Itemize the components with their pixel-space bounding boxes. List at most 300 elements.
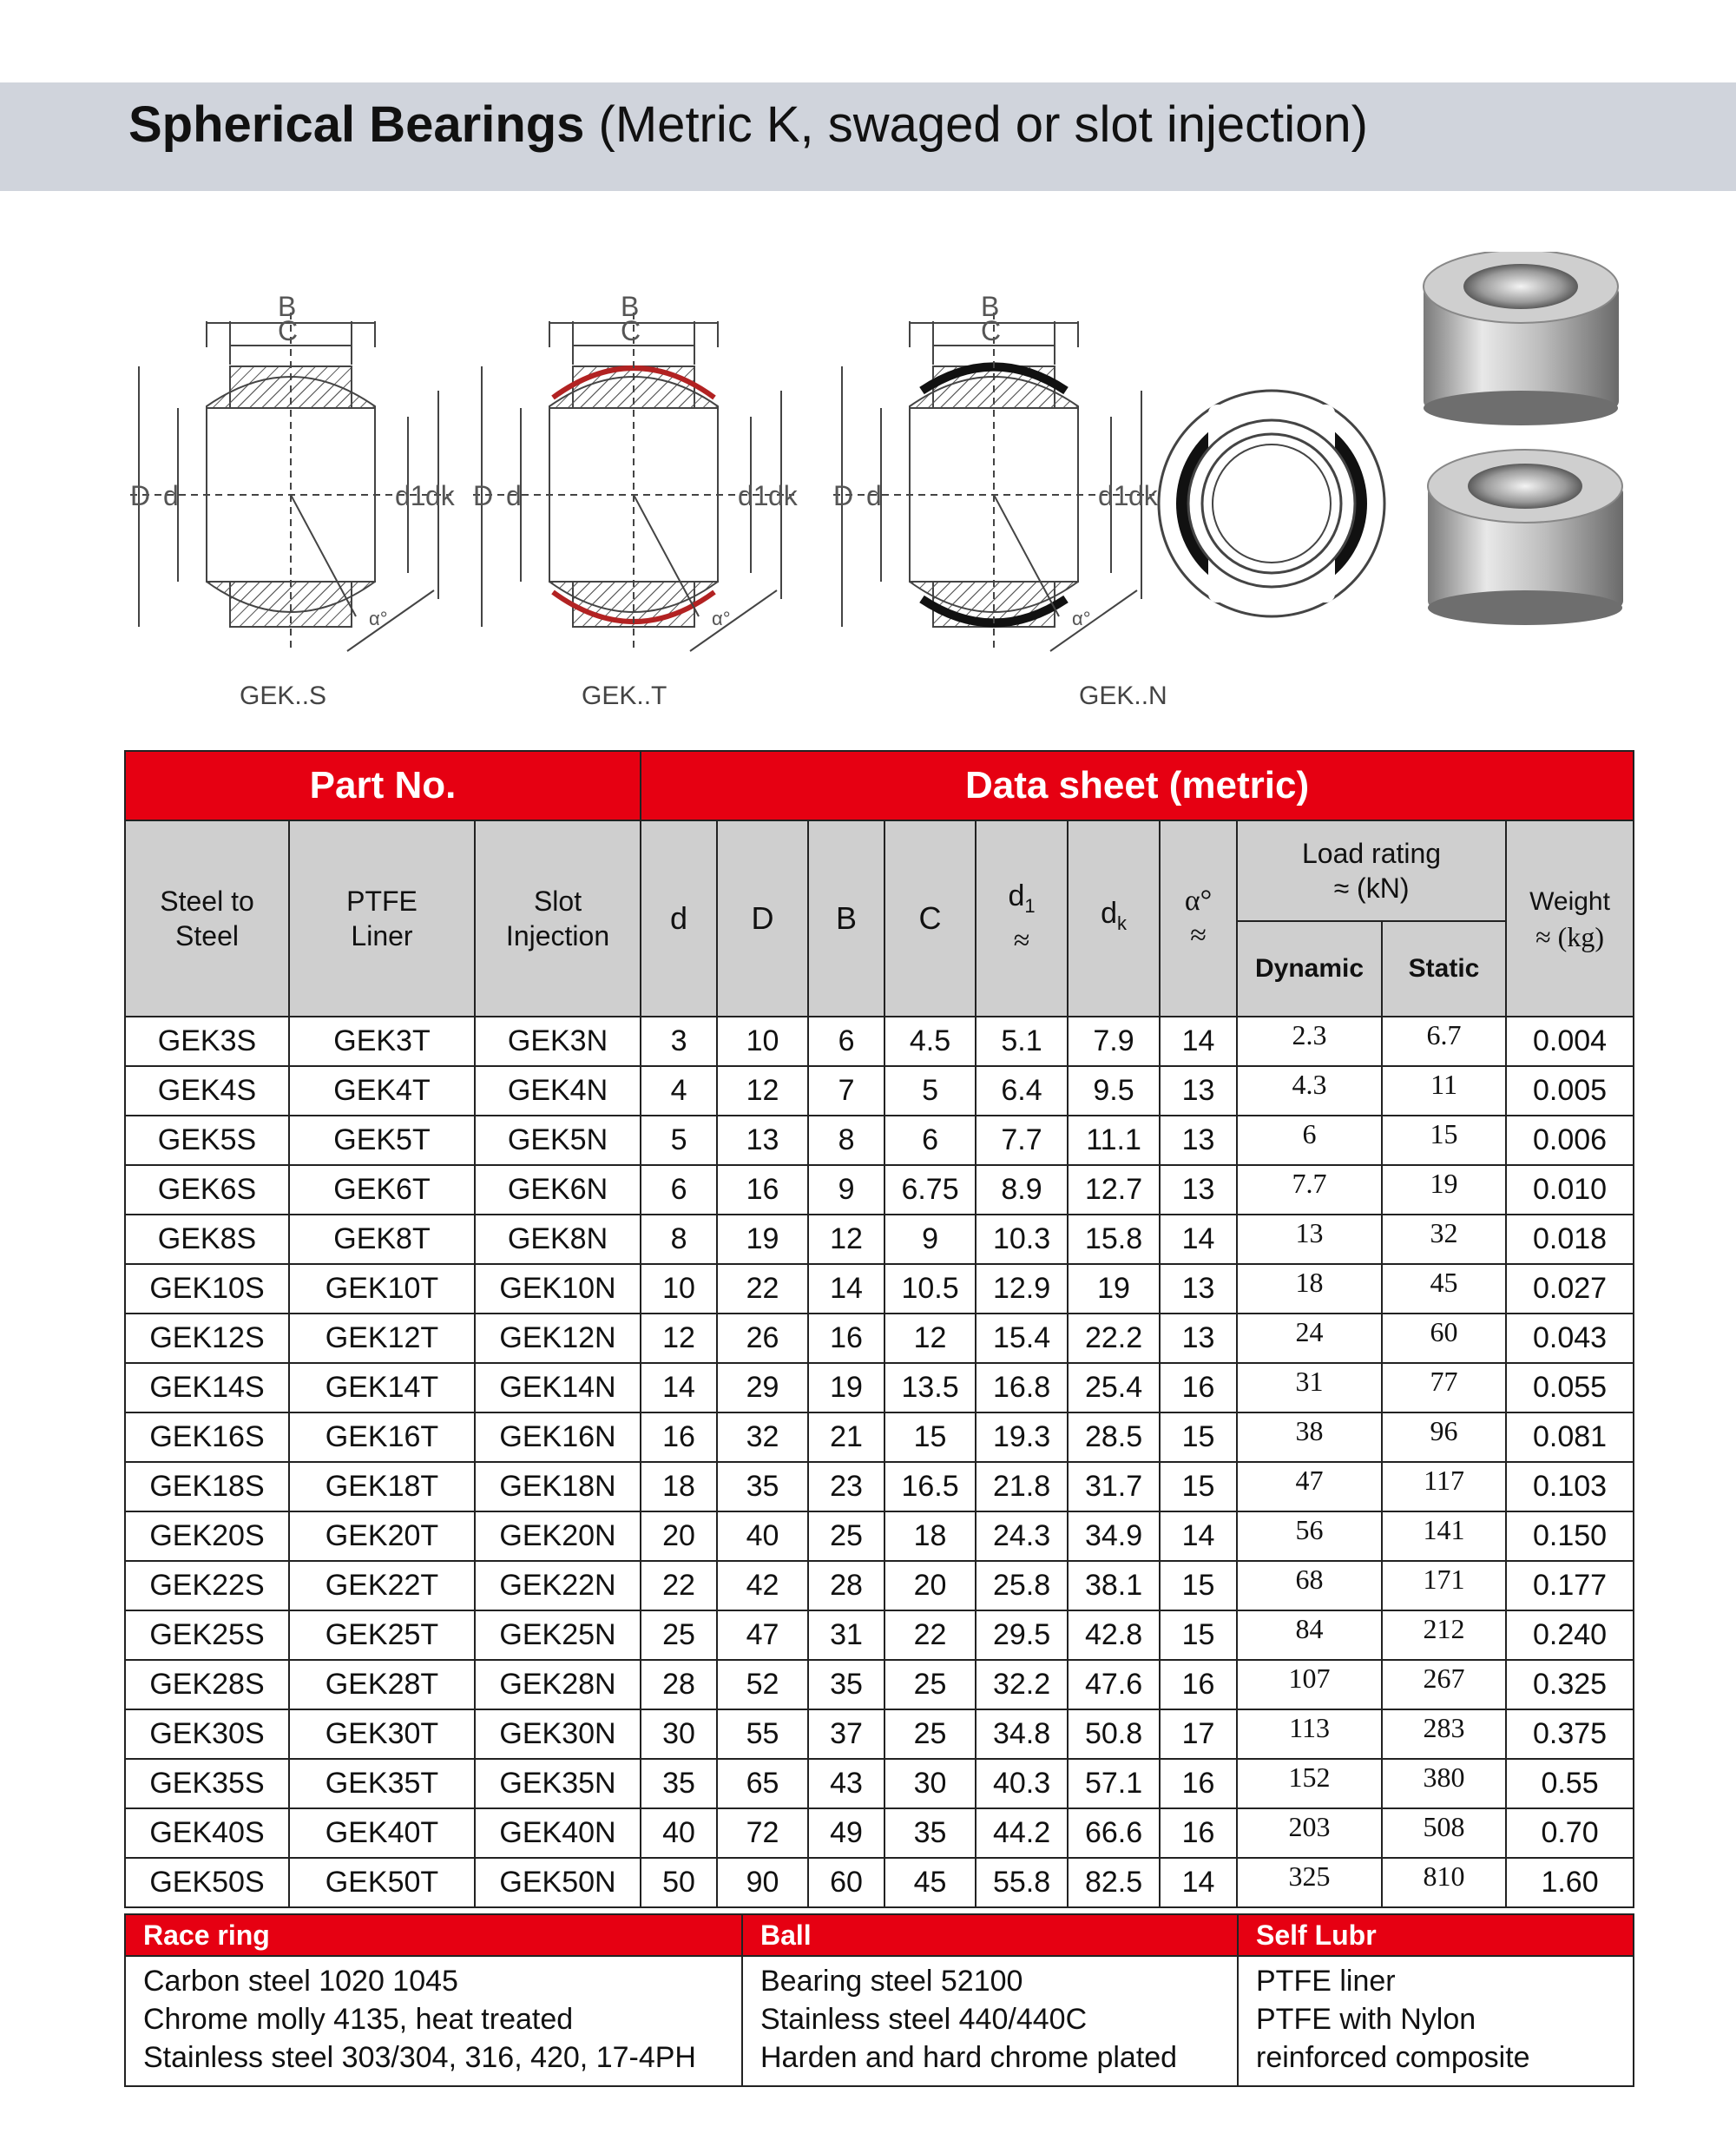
group-data-sheet: Data sheet (metric)	[641, 751, 1634, 820]
table-cell: GEK5S	[125, 1116, 289, 1165]
page-title-bold: Spherical Bearings	[128, 96, 585, 153]
table-cell: 40	[641, 1808, 717, 1858]
table-cell: 0.55	[1506, 1759, 1634, 1808]
table-cell: 13	[717, 1116, 808, 1165]
table-cell: GEK50T	[289, 1858, 475, 1907]
materials-lubr-line: PTFE with Nylon	[1256, 2003, 1476, 2036]
materials-lubr-line: reinforced composite	[1256, 2041, 1530, 2074]
table-cell: GEK20N	[475, 1511, 641, 1561]
table-cell: 56	[1237, 1511, 1382, 1561]
table-cell: 7	[808, 1066, 884, 1116]
table-cell: 141	[1382, 1511, 1506, 1561]
table-cell: 12	[808, 1215, 884, 1264]
table-cell: 13	[1160, 1066, 1237, 1116]
table-cell: 12	[884, 1314, 976, 1363]
table-cell: 12.7	[1068, 1165, 1160, 1215]
table-cell: 9	[808, 1165, 884, 1215]
drawing-gek-n	[833, 291, 1159, 651]
table-cell: 28	[641, 1660, 717, 1709]
table-cell: 31.7	[1068, 1462, 1160, 1511]
dim-D-label: D	[130, 480, 151, 511]
table-cell: 44.2	[976, 1808, 1068, 1858]
table-cell: GEK3N	[475, 1017, 641, 1066]
table-cell: GEK28T	[289, 1660, 475, 1709]
table-cell: 267	[1382, 1660, 1506, 1709]
col-weight-unit: ≈ (kg)	[1535, 921, 1604, 952]
table-cell: 0.150	[1506, 1511, 1634, 1561]
materials-ball-title: Ball	[742, 1914, 1238, 1956]
table-cell: 25	[808, 1511, 884, 1561]
table-cell: 16	[1160, 1759, 1237, 1808]
dim-d-label: d	[506, 480, 522, 511]
table-cell: 35	[717, 1462, 808, 1511]
table-row	[125, 1314, 1634, 1363]
table-cell: 50	[641, 1858, 717, 1907]
table-cell: 4.3	[1237, 1066, 1382, 1116]
table-cell: 13	[1160, 1165, 1237, 1215]
table-cell: 15.8	[1068, 1215, 1160, 1264]
dim-D-label: D	[833, 480, 854, 511]
table-cell: 15	[1382, 1116, 1506, 1165]
table-cell: GEK28N	[475, 1660, 641, 1709]
table-cell: GEK5T	[289, 1116, 475, 1165]
table-cell: GEK10T	[289, 1264, 475, 1314]
materials-race-line: Chrome molly 4135, heat treated	[143, 2003, 574, 2036]
table-cell: 45	[884, 1858, 976, 1907]
table-cell: 8.9	[976, 1165, 1068, 1215]
table-cell: GEK6S	[125, 1165, 289, 1215]
col-static: Static	[1382, 921, 1506, 1017]
table-cell: GEK4N	[475, 1066, 641, 1116]
table-cell: 0.018	[1506, 1215, 1634, 1264]
table-cell: 15	[1160, 1462, 1237, 1511]
col-C: C	[884, 820, 976, 1017]
table-cell: GEK50N	[475, 1858, 641, 1907]
col-dk-text: d	[1101, 897, 1117, 931]
table-cell: 65	[717, 1759, 808, 1808]
table-cell: GEK6T	[289, 1165, 475, 1215]
drawing-gek-t	[473, 291, 799, 651]
table-cell: GEK20S	[125, 1511, 289, 1561]
diagram-label-t: GEK..T	[582, 682, 667, 710]
table-cell: GEK30N	[475, 1709, 641, 1759]
col-d: d	[641, 820, 717, 1017]
col-d1-sub: 1	[1024, 894, 1036, 917]
page-title-rest: (Metric K, swaged or slot injection)	[584, 96, 1368, 153]
table-row	[125, 1264, 1634, 1314]
dim-d1-label: d1	[1098, 480, 1129, 511]
table-cell: 810	[1382, 1858, 1506, 1907]
col-steel: Steel to Steel	[125, 820, 289, 1017]
table-cell: 25	[641, 1610, 717, 1660]
table-cell: 57.1	[1068, 1759, 1160, 1808]
diagram-label-s: GEK..S	[240, 682, 327, 710]
dim-b-label: B	[981, 291, 1000, 322]
table-cell: 0.325	[1506, 1660, 1634, 1709]
table-cell: 31	[808, 1610, 884, 1660]
table-cell: 18	[884, 1511, 976, 1561]
table-cell: 47.6	[1068, 1660, 1160, 1709]
table-cell: 16	[641, 1412, 717, 1462]
col-load-text: Load rating	[1301, 838, 1442, 869]
table-cell: 19	[808, 1363, 884, 1412]
table-cell: 24.3	[976, 1511, 1068, 1561]
col-slot: Slot Injection	[475, 820, 641, 1017]
table-cell: 3	[641, 1017, 717, 1066]
table-cell: 52	[717, 1660, 808, 1709]
table-cell: 6.4	[976, 1066, 1068, 1116]
table-cell: 16	[1160, 1808, 1237, 1858]
table-cell: 55	[717, 1709, 808, 1759]
table-row	[125, 1215, 1634, 1264]
table-cell: GEK30T	[289, 1709, 475, 1759]
table-cell: 325	[1237, 1858, 1382, 1907]
table-cell: 0.005	[1506, 1066, 1634, 1116]
table-cell: GEK12N	[475, 1314, 641, 1363]
col-d1-text: d	[1008, 879, 1025, 912]
table-cell: 20	[884, 1561, 976, 1610]
col-dynamic: Dynamic	[1237, 921, 1382, 1017]
table-cell: GEK12S	[125, 1314, 289, 1363]
table-cell: 25	[884, 1660, 976, 1709]
table-cell: 10.5	[884, 1264, 976, 1314]
table-cell: 28	[808, 1561, 884, 1610]
table-cell: 12	[717, 1066, 808, 1116]
table-cell: GEK18S	[125, 1462, 289, 1511]
table-cell: 19	[1382, 1165, 1506, 1215]
table-row	[125, 1165, 1634, 1215]
dim-d1-label: d1	[395, 480, 426, 511]
table-cell: 68	[1237, 1561, 1382, 1610]
table-cell: 11	[1382, 1066, 1506, 1116]
table-cell: 32.2	[976, 1660, 1068, 1709]
table-cell: 82.5	[1068, 1858, 1160, 1907]
table-cell: 13.5	[884, 1363, 976, 1412]
table-cell: 283	[1382, 1709, 1506, 1759]
table-cell: 16	[1160, 1660, 1237, 1709]
table-cell: 23	[808, 1462, 884, 1511]
table-cell: 49	[808, 1808, 884, 1858]
materials-lubr-cell	[1238, 1956, 1634, 2086]
table-cell: GEK25S	[125, 1610, 289, 1660]
table-cell: GEK8T	[289, 1215, 475, 1264]
materials-race-title: Race ring	[125, 1914, 742, 1956]
table-cell: 84	[1237, 1610, 1382, 1660]
table-row	[125, 1808, 1634, 1858]
table-cell: GEK3T	[289, 1017, 475, 1066]
bearing-diagrams	[0, 252, 1736, 738]
table-cell: 34.8	[976, 1709, 1068, 1759]
table-cell: GEK22N	[475, 1561, 641, 1610]
table-cell: 6	[884, 1116, 976, 1165]
table-cell: GEK14S	[125, 1363, 289, 1412]
table-cell: 30	[884, 1759, 976, 1808]
table-cell: 0.375	[1506, 1709, 1634, 1759]
table-cell: 6.75	[884, 1165, 976, 1215]
table-cell: 34.9	[1068, 1511, 1160, 1561]
table-cell: 24	[1237, 1314, 1382, 1363]
table-cell: GEK12T	[289, 1314, 475, 1363]
product-photo-bottom	[1428, 450, 1623, 625]
table-cell: GEK8S	[125, 1215, 289, 1264]
col-dk	[1068, 820, 1160, 1017]
table-cell: 15.4	[976, 1314, 1068, 1363]
table-cell: 29.5	[976, 1610, 1068, 1660]
table-row	[125, 1462, 1634, 1511]
diagram-svg	[0, 252, 1736, 738]
table-cell: GEK5N	[475, 1116, 641, 1165]
table-cell: GEK28S	[125, 1660, 289, 1709]
table-cell: 8	[641, 1215, 717, 1264]
table-cell: GEK14N	[475, 1363, 641, 1412]
table-cell: 212	[1382, 1610, 1506, 1660]
table-cell: 18	[641, 1462, 717, 1511]
table-cell: 50.8	[1068, 1709, 1160, 1759]
table-cell: 8	[808, 1116, 884, 1165]
table-cell: GEK18N	[475, 1462, 641, 1511]
table-cell: 16	[808, 1314, 884, 1363]
table-cell: 29	[717, 1363, 808, 1412]
table-cell: 22	[717, 1264, 808, 1314]
table-cell: GEK14T	[289, 1363, 475, 1412]
table-cell: GEK3S	[125, 1017, 289, 1066]
table-cell: 60	[1382, 1314, 1506, 1363]
table-row	[125, 1116, 1634, 1165]
col-alpha	[1160, 820, 1237, 1017]
table-cell: 14	[641, 1363, 717, 1412]
materials-ball-line: Stainless steel 440/440C	[760, 2003, 1088, 2036]
dim-alpha-label: α°	[369, 608, 388, 629]
dim-d-label: d	[866, 480, 882, 511]
materials-table	[124, 1913, 1634, 2087]
table-cell: GEK25T	[289, 1610, 475, 1660]
table-cell: GEK35N	[475, 1759, 641, 1808]
table-cell: 0.010	[1506, 1165, 1634, 1215]
table-cell: 14	[808, 1264, 884, 1314]
table-cell: 0.081	[1506, 1412, 1634, 1462]
table-cell: GEK16T	[289, 1412, 475, 1462]
table-cell: 25	[884, 1709, 976, 1759]
materials-race-line: Stainless steel 303/304, 316, 420, 17-4PH	[143, 2041, 696, 2074]
table-row	[125, 1363, 1634, 1412]
table-cell: 43	[808, 1759, 884, 1808]
group-part-no: Part No.	[125, 751, 641, 820]
table-cell: 17	[1160, 1709, 1237, 1759]
table-cell: 6	[641, 1165, 717, 1215]
table-cell: 117	[1382, 1462, 1506, 1511]
table-cell: 45	[1382, 1264, 1506, 1314]
table-cell: 7.7	[976, 1116, 1068, 1165]
table-cell: 25.4	[1068, 1363, 1160, 1412]
dim-dk-label: dk	[425, 480, 455, 511]
table-cell: GEK18T	[289, 1462, 475, 1511]
table-row	[125, 1561, 1634, 1610]
table-cell: GEK16N	[475, 1412, 641, 1462]
table-cell: 22	[641, 1561, 717, 1610]
table-row	[125, 1660, 1634, 1709]
table-cell: 152	[1237, 1759, 1382, 1808]
ring-face-drawing	[1159, 391, 1384, 616]
table-cell: 18	[1237, 1264, 1382, 1314]
table-row	[125, 1858, 1634, 1907]
table-cell: 77	[1382, 1363, 1506, 1412]
table-cell: 0.055	[1506, 1363, 1634, 1412]
table-cell: 10	[641, 1264, 717, 1314]
table-row	[125, 1511, 1634, 1561]
table-cell: 4	[641, 1066, 717, 1116]
table-cell: 15	[1160, 1610, 1237, 1660]
table-cell: 7.9	[1068, 1017, 1160, 1066]
dim-alpha-label: α°	[1072, 608, 1091, 629]
table-row	[125, 1412, 1634, 1462]
table-cell: 9.5	[1068, 1066, 1160, 1116]
table-cell: GEK22S	[125, 1561, 289, 1610]
col-weight	[1506, 820, 1634, 1017]
spec-table	[124, 750, 1634, 1908]
table-cell: GEK40N	[475, 1808, 641, 1858]
table-cell: 12.9	[976, 1264, 1068, 1314]
table-cell: 6.7	[1382, 1017, 1506, 1066]
materials-ball-line: Harden and hard chrome plated	[760, 2041, 1178, 2074]
dim-alpha-label: α°	[712, 608, 731, 629]
col-d1-approx: ≈	[1013, 925, 1030, 958]
table-cell: GEK4T	[289, 1066, 475, 1116]
table-cell: 21.8	[976, 1462, 1068, 1511]
table-cell: 66.6	[1068, 1808, 1160, 1858]
table-cell: 13	[1160, 1314, 1237, 1363]
table-cell: 0.027	[1506, 1264, 1634, 1314]
dim-dk-label: dk	[1128, 480, 1158, 511]
table-cell: GEK16S	[125, 1412, 289, 1462]
table-cell: 0.043	[1506, 1314, 1634, 1363]
table-cell: 21	[808, 1412, 884, 1462]
table-cell: GEK35S	[125, 1759, 289, 1808]
table-cell: 13	[1237, 1215, 1382, 1264]
table-cell: 5	[641, 1116, 717, 1165]
table-cell: GEK35T	[289, 1759, 475, 1808]
table-cell: 47	[1237, 1462, 1382, 1511]
table-cell: 47	[717, 1610, 808, 1660]
table-cell: 107	[1237, 1660, 1382, 1709]
table-cell: 42.8	[1068, 1610, 1160, 1660]
materials-ball-cell	[742, 1956, 1238, 2086]
table-cell: 60	[808, 1858, 884, 1907]
table-cell: 22.2	[1068, 1314, 1160, 1363]
table-cell: GEK10N	[475, 1264, 641, 1314]
table-cell: 38.1	[1068, 1561, 1160, 1610]
table-cell: 5.1	[976, 1017, 1068, 1066]
page-title	[128, 94, 1368, 156]
dim-b-label: B	[278, 291, 297, 322]
dim-c-label: C	[621, 315, 641, 346]
product-photo-top	[1424, 252, 1619, 425]
table-cell: 90	[717, 1858, 808, 1907]
table-cell: 15	[1160, 1412, 1237, 1462]
table-cell: 38	[1237, 1412, 1382, 1462]
table-row	[125, 1709, 1634, 1759]
table-row	[125, 1610, 1634, 1660]
col-D: D	[717, 820, 808, 1017]
table-cell: 6	[808, 1017, 884, 1066]
drawing-gek-s	[130, 291, 456, 651]
col-ptfe: PTFE Liner	[289, 820, 475, 1017]
table-cell: 14	[1160, 1017, 1237, 1066]
col-weight-text: Weight	[1529, 887, 1610, 916]
table-cell: 25.8	[976, 1561, 1068, 1610]
table-cell: 16.8	[976, 1363, 1068, 1412]
table-cell: GEK4S	[125, 1066, 289, 1116]
table-cell: 508	[1382, 1808, 1506, 1858]
table-cell: 16.5	[884, 1462, 976, 1511]
table-cell: 32	[1382, 1215, 1506, 1264]
table-cell: 0.70	[1506, 1808, 1634, 1858]
table-cell: 55.8	[976, 1858, 1068, 1907]
table-cell: 35	[884, 1808, 976, 1858]
table-cell: 12	[641, 1314, 717, 1363]
col-alpha-text: α°	[1184, 885, 1213, 917]
table-cell: 7.7	[1237, 1165, 1382, 1215]
dim-c-label: C	[981, 315, 1002, 346]
table-cell: 9	[884, 1215, 976, 1264]
materials-lubr-line: PTFE liner	[1256, 1965, 1396, 1998]
col-load-rating	[1237, 820, 1506, 921]
col-load-unit: ≈ (kN)	[1333, 872, 1410, 904]
table-cell: GEK22T	[289, 1561, 475, 1610]
table-cell: 0.177	[1506, 1561, 1634, 1610]
col-d1	[976, 820, 1068, 1017]
table-cell: 0.103	[1506, 1462, 1634, 1511]
table-cell: 42	[717, 1561, 808, 1610]
materials-race-cell	[125, 1956, 742, 2086]
col-B: B	[808, 820, 884, 1017]
table-cell: 32	[717, 1412, 808, 1462]
dim-d1-label: d1	[738, 480, 769, 511]
table-cell: 13	[1160, 1116, 1237, 1165]
table-cell: GEK40S	[125, 1808, 289, 1858]
table-cell: 10.3	[976, 1215, 1068, 1264]
table-cell: 96	[1382, 1412, 1506, 1462]
table-cell: 26	[717, 1314, 808, 1363]
table-cell: GEK20T	[289, 1511, 475, 1561]
table-cell: 10	[717, 1017, 808, 1066]
table-cell: 11.1	[1068, 1116, 1160, 1165]
table-cell: 14	[1160, 1511, 1237, 1561]
table-cell: 203	[1237, 1808, 1382, 1858]
table-cell: 37	[808, 1709, 884, 1759]
table-cell: GEK40T	[289, 1808, 475, 1858]
table-cell: 16	[1160, 1363, 1237, 1412]
table-cell: 2.3	[1237, 1017, 1382, 1066]
table-cell: 0.004	[1506, 1017, 1634, 1066]
table-cell: 15	[884, 1412, 976, 1462]
table-cell: 40.3	[976, 1759, 1068, 1808]
dim-c-label: C	[278, 315, 299, 346]
table-cell: 16	[717, 1165, 808, 1215]
table-cell: 113	[1237, 1709, 1382, 1759]
table-cell: 6	[1237, 1116, 1382, 1165]
dim-D-label: D	[473, 480, 494, 511]
table-cell: 4.5	[884, 1017, 976, 1066]
table-cell: 19	[1068, 1264, 1160, 1314]
table-cell: 380	[1382, 1759, 1506, 1808]
table-cell: 13	[1160, 1264, 1237, 1314]
table-cell: 14	[1160, 1215, 1237, 1264]
table-row	[125, 1066, 1634, 1116]
table-cell: 22	[884, 1610, 976, 1660]
col-alpha-approx: ≈	[1190, 919, 1207, 951]
table-cell: 31	[1237, 1363, 1382, 1412]
table-cell: 28.5	[1068, 1412, 1160, 1462]
